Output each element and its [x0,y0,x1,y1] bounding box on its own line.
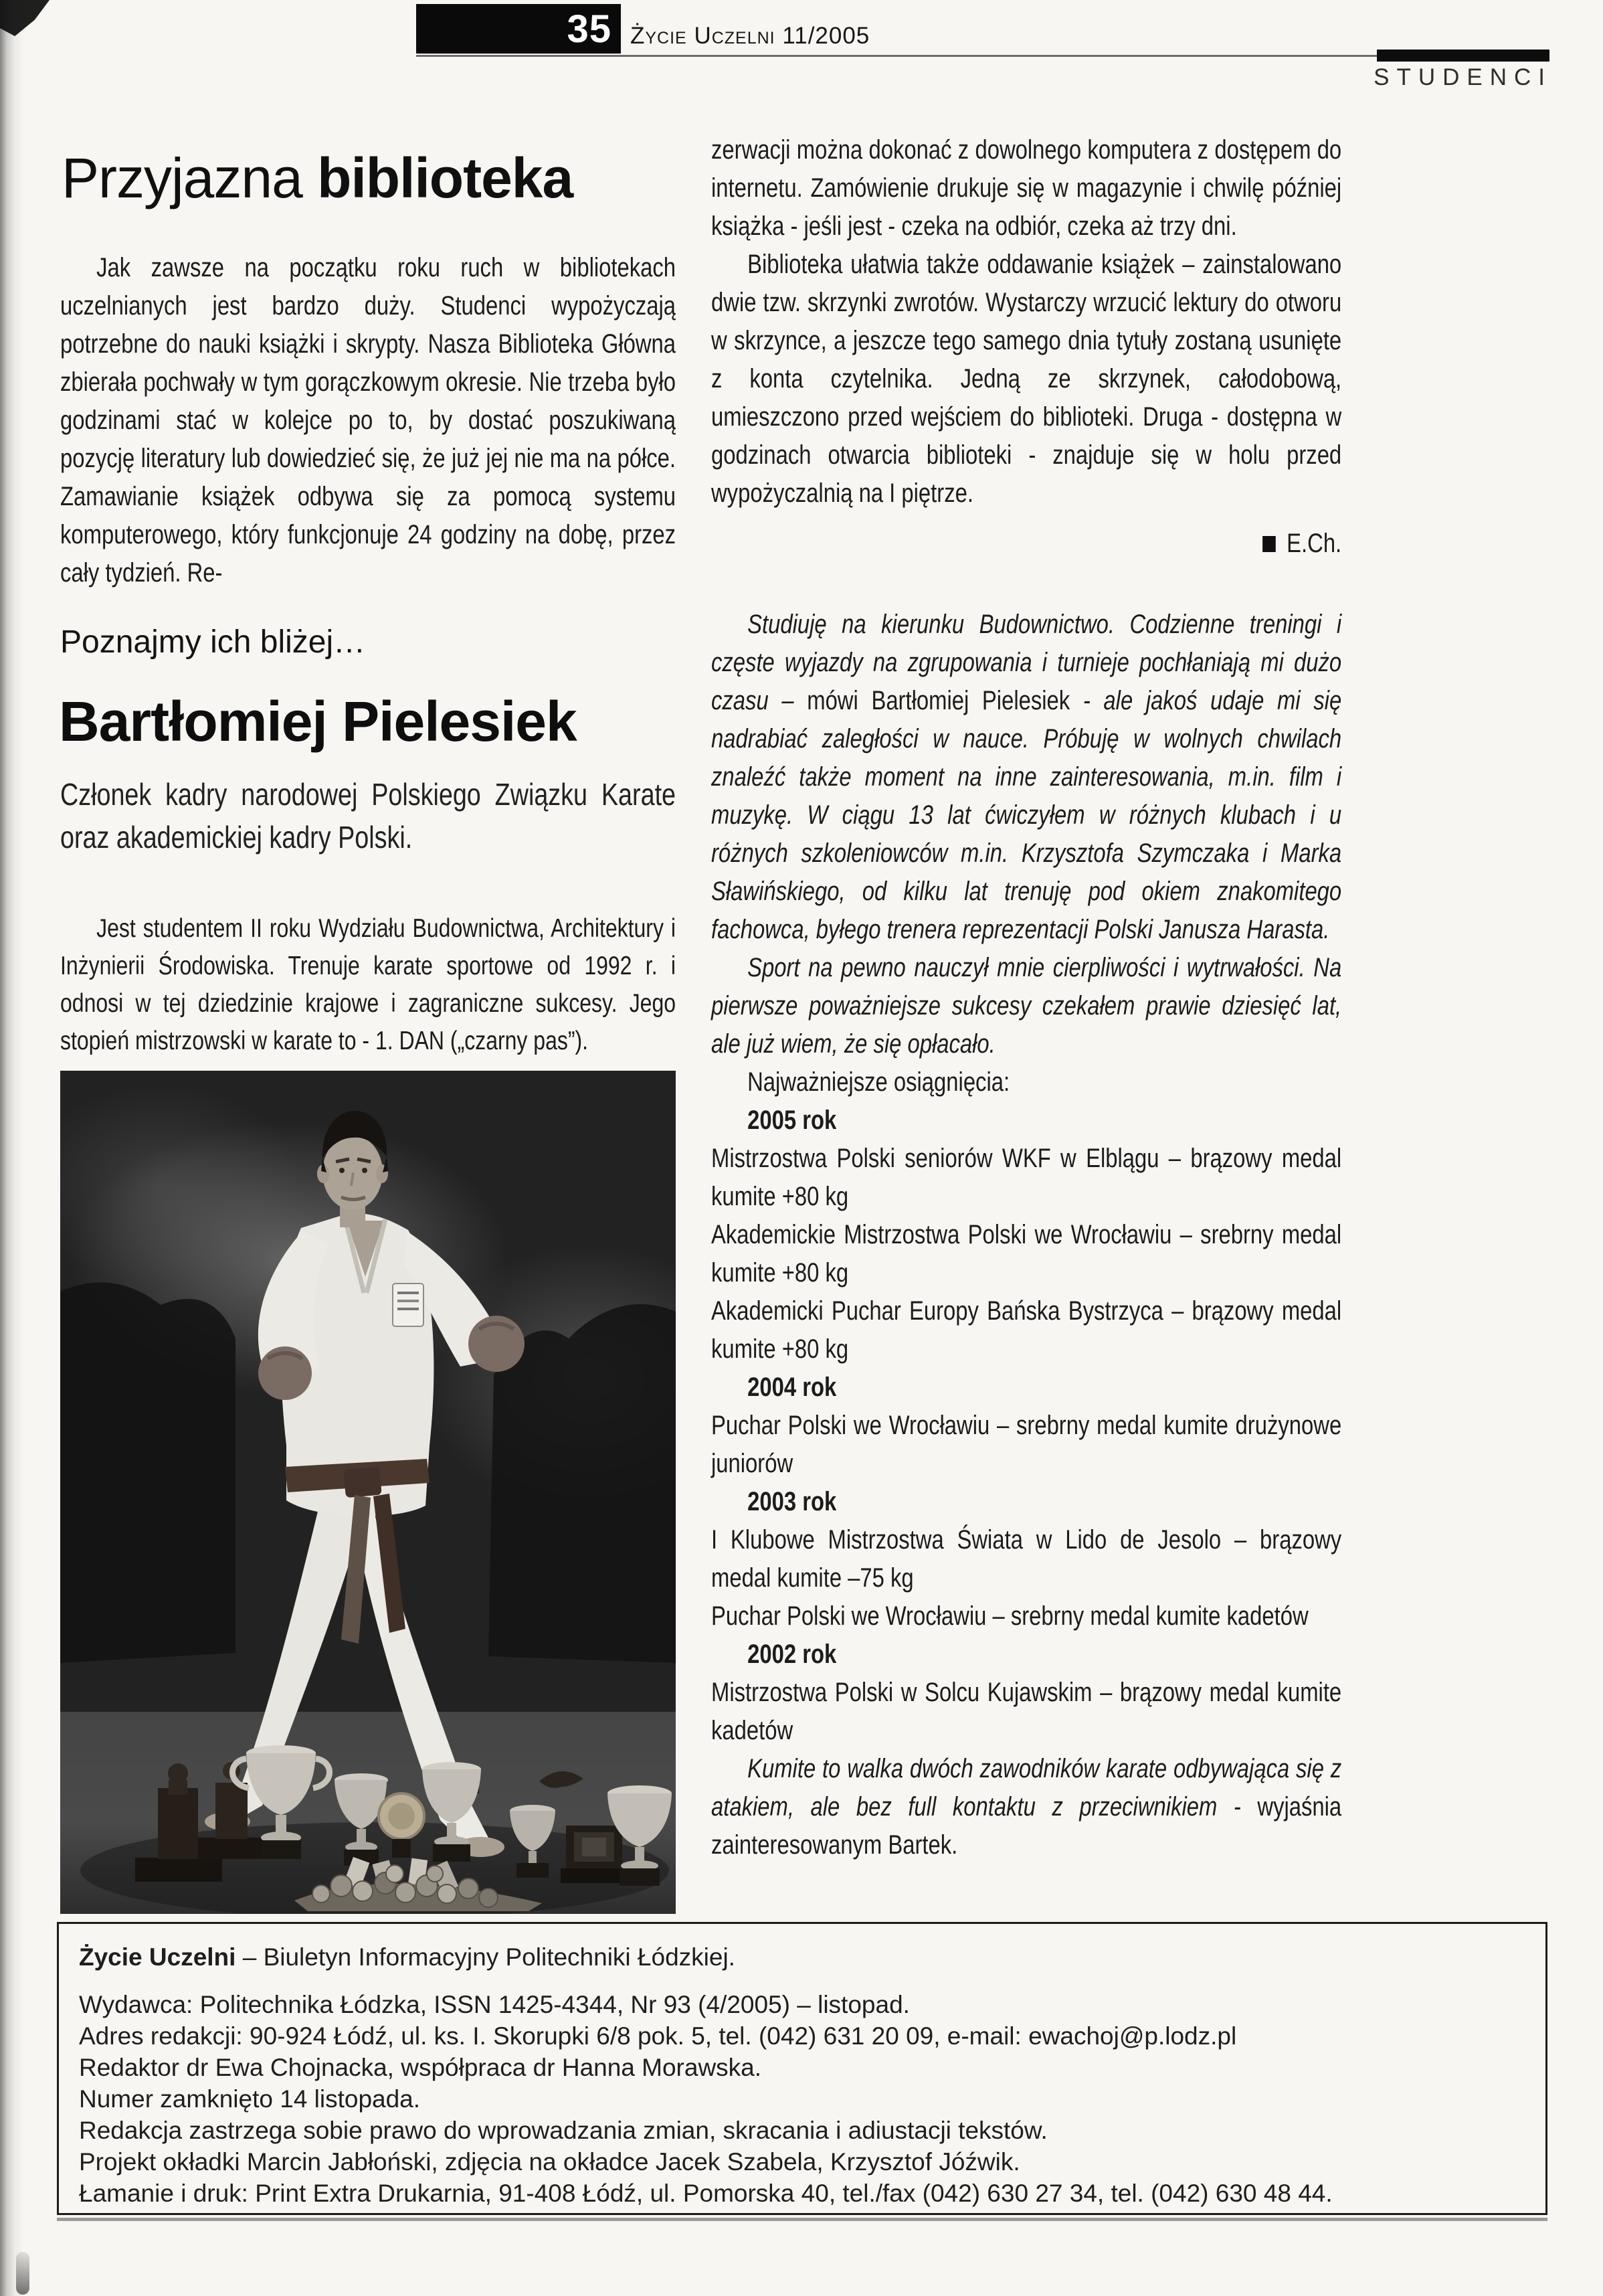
gi-chest-patch [393,1284,423,1326]
article2-intro [60,910,676,1060]
article2-title: Bartłomiej Pielesiek [59,690,577,753]
imprint-line: Wydawca: Politechnika Łódzka, ISSN 1425-4344, Nr 93 (4/2005) – listopad. [79,1991,910,2018]
imprint-line: Redakcja zastrzega sobie prawo do wprowadzania zmian, skracania i adiustacji tekstów. [79,2117,1048,2144]
imprint-line: Łamanie i druk: Print Extra Drukarnia, 91-408 Łódź, ul. Pomorska 40, tel./fax (042) 630 27 34, tel. (042) 630 48 44. [79,2180,1333,2207]
achievement-item: Mistrzostwa Polski seniorów WKF w Elblągu – brązowy medal kumite +80 kg [711,1144,1342,1211]
article1-title [62,146,573,211]
quote1-attribution: mówi Bartłomiej Pielesiek [807,686,1070,715]
imprint-box [57,1922,1547,2215]
article1-paragraph: Biblioteka ułatwia także oddawanie książek – zainstalowano dwie tzw. skrzynki zwrotów. Wystarczy wrzucić lektury do otworu w skrzynce, a jeszcze tego samego dnia tytuły zostaną usunięte z konta czytelnika. Jedną ze skrzynek, całodobową, umieszczono przed wejściem do biblioteki. Druga - dostępna w godzinach otwarcia biblioteki - znajduje się w holu przed wypożyczalnią na I piętrze. [711,250,1342,508]
header-rule [416,55,1377,57]
scan-corner-blob [0,0,50,36]
imprint-title-line [79,1941,1519,1973]
year-heading: 2005 rok [747,1106,837,1135]
closing-italic: Kumite to walka dwóch zawodników karate odbywająca się z atakiem, ale bez full kontaktu z przeciwnikiem - [711,1754,1342,1822]
achievement-item: Akademicki Puchar Europy Bańska Bystrzyca – brązowy medal kumite +80 kg [711,1296,1342,1364]
scan-bottom-smudge [16,2252,29,2295]
tree-silhouette-left [60,1282,235,1663]
article2-kicker: Poznajmy ich bliżej… [60,624,366,660]
year-heading: 2003 rok [747,1487,837,1516]
achievement-item: Puchar Polski we Wrocławiu – srebrny medal kumite kadetów [711,1601,1309,1631]
article1-title-light: Przyjazna [62,147,302,209]
imprint-line: Numer zamknięto 14 listopada. [79,2085,421,2113]
section-label: STUDENCI [1374,64,1552,90]
imprint-line: Projekt okładki Marcin Jabłoński, zdjęcia na okładce Jacek Szabela, Krzysztof Jóźwik. [79,2148,1020,2176]
page-number: 35 [567,7,611,51]
closing-attribution: wyjaśnia zainteresowanym Bartek. [711,1792,1342,1860]
section-bar [1377,50,1549,62]
athlete-photo-illustration [60,1071,676,1914]
article1-title-bold: biblioteka [317,147,573,209]
page-number-block [416,4,621,54]
article2-subtitle: Członek kadry narodowej Polskiego Związku Karate oraz akademickiej kadry Polski. [60,777,676,855]
achievement-item: Puchar Polski we Wrocławiu – srebrny medal kumite drużynowe juniorów [711,1411,1342,1478]
article1-column-right [711,131,1341,563]
quote1-italic-b: - ale jakoś udaje mi się nadrabiać zaległości w nauce. Próbuję w wolnych chwilach znaleźć także moment na inne zainteresowania, m.in. film i muzykę. W ciągu 13 lat ćwiczyłem w różnych klubach i u różnych szkoleniowców m.in. Krzysztofa Szymczaka i Marka Sławińskiego, od kilku lat trenuję pod okiem znakomitego fachowca, byłego trenera reprezentacji Polski Janusza Harasta. [711,686,1342,944]
article1-signature: E.Ch. [1287,529,1342,558]
imprint-box-shadow-rule [57,2218,1547,2221]
magazine-title: Życie Uczelni 11/2005 [630,23,870,49]
article1-signature-row [711,525,1341,563]
achievements-label: Najważniejsze osiągnięcia: [747,1067,1010,1097]
scan-edge-shadow [0,0,24,2296]
signature-square-icon [1262,536,1276,552]
article2-column-right [711,606,1341,1864]
article2-quote2: Sport na pewno nauczył mnie cierpliwości i wytrwałości. Na pierwsze poważniejsze sukcesy czekałem prawie dziesięć lat, ale już wiem, że się opłacało. [711,953,1342,1059]
year-heading: 2002 rok [747,1640,837,1669]
article2-intro-paragraph: Jest studentem II roku Wydziału Budownictwa, Architektury i Inżynierii Środowiska. Trenuje karate sportowe od 1992 r. i odnosi w tej dziedzinie krajowe i zagraniczne sukcesy. Jego stopień mistrzowski w karate to - 1. DAN („czarny pas”). [60,914,676,1055]
article1-paragraph: zerwacji można dokonać z dowolnego komputera z dostępem do internetu. Zamówienie drukuje się w magazynie i chwilę później książka - jeśli jest - czeka na odbiór, czeka aż trzy dni. [711,135,1342,241]
imprint-line: Adres redakcji: 90-924 Łódź, ul. ks. I. Skorupki 6/8 pok. 5, tel. (042) 631 20 09, e-mail: ewachoj@p.lodz.pl [79,2022,1237,2050]
athlete-photo [60,1071,676,1914]
achievement-item: Akademickie Mistrzostwa Polski we Wrocławiu – srebrny medal kumite +80 kg [711,1220,1342,1288]
article1-column-left [60,249,676,592]
article2-closing [711,1750,1341,1864]
imprint-title-rest: – Biuletyn Informacyjny Politechniki Łódzkiej. [235,1943,735,1971]
imprint-line: Redaktor dr Ewa Chojnacka, współpraca dr Hanna Morawska. [79,2054,762,2081]
imprint-bulletin-name: Życie Uczelni [79,1943,236,1971]
quote1-italic-a: Studiuję na kierunku Budownictwo. Codzienne treningi i częste wyjazdy na zgrupowania i turnieje pochłaniają mi dużo czasu – [711,610,1342,715]
achievement-item: I Klubowe Mistrzostwa Świata w Lido de Jesolo – brązowy medal kumite –75 kg [711,1525,1342,1593]
achievement-item: Mistrzostwa Polski w Solcu Kujawskim – brązowy medal kumite kadetów [711,1678,1342,1745]
article1-paragraph: Jak zawsze na początku roku ruch w bibliotekach uczelnianych jest bardzo duży. Studenci wypożyczają potrzebne do nauki książki i skrypty. Nasza Biblioteka Główna zbierała pochwały w tym gorączkowym okresie. Nie trzeba było godzinami stać w kolejce po to, by dostać poszukiwaną pozycję literatury lub dowiedzieć się, że już jej nie ma na półce. Zamawianie książek odbywa się za pomocą systemu komputerowego, który funkcjonuje 24 godziny na dobę, przez cały tydzień. Re- [60,253,676,588]
year-heading: 2004 rok [747,1373,837,1402]
article2-quote1 [711,606,1341,949]
